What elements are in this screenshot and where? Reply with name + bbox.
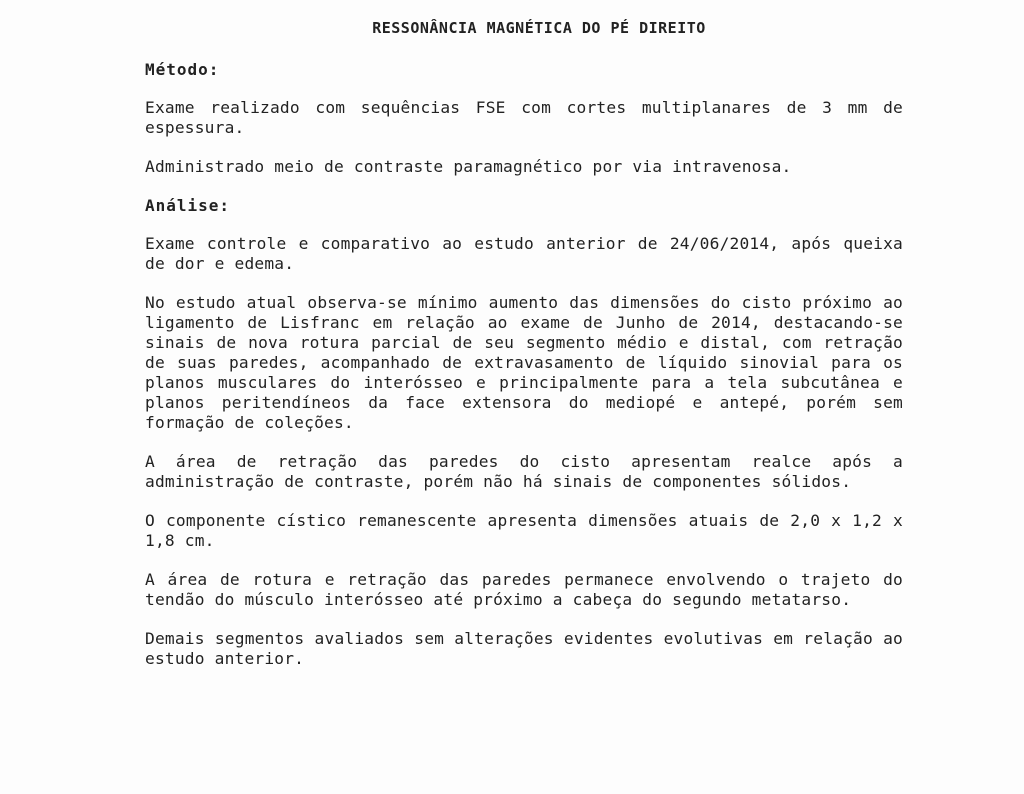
report-body	[145, 18, 903, 688]
paragraph-metodo-2: Administrado meio de contraste paramagnético por via intravenosa.	[145, 157, 792, 176]
section-heading-metodo: Método:	[145, 60, 220, 79]
report-title: RESSONÂNCIA MAGNÉTICA DO PÉ DIREITO	[372, 19, 706, 37]
section-heading-analise: Análise:	[145, 196, 231, 215]
paragraph-analise-4: O componente cístico remanescente apresenta dimensões atuais de 2,0 x 1,2 x 1,8 cm.	[145, 511, 903, 550]
paragraph-analise-3: A área de retração das paredes do cisto apresentam realce após a administração de contraste, porém não há sinais de componentes sólidos.	[145, 452, 903, 491]
paragraph-analise-1: Exame controle e comparativo ao estudo anterior de 24/06/2014, após queixa de dor e edema.	[145, 234, 903, 273]
paragraph-analise-6: Demais segmentos avaliados sem alterações evidentes evolutivas em relação ao estudo anterior.	[145, 629, 903, 668]
paragraph-analise-2: No estudo atual observa-se mínimo aumento das dimensões do cisto próximo ao ligamento de Lisfranc em relação ao exame de Junho de 2014, destacando-se sinais de nova rotura parcial de seu segmento médio e distal, com retração de suas paredes, acompanhado de extravasamento de líquido sinovial para os planos musculares do interósseo e principalmente para a tela subcutânea e planos peritendíneos da face extensora do mediopé e antepé, porém sem formação de coleções.	[145, 293, 903, 432]
paragraph-analise-5: A área de rotura e retração das paredes permanece envolvendo o trajeto do tendão do músculo interósseo até próximo a cabeça do segundo metatarso.	[145, 570, 903, 609]
paragraph-metodo-1: Exame realizado com sequências FSE com cortes multiplanares de 3 mm de espessura.	[145, 98, 903, 137]
